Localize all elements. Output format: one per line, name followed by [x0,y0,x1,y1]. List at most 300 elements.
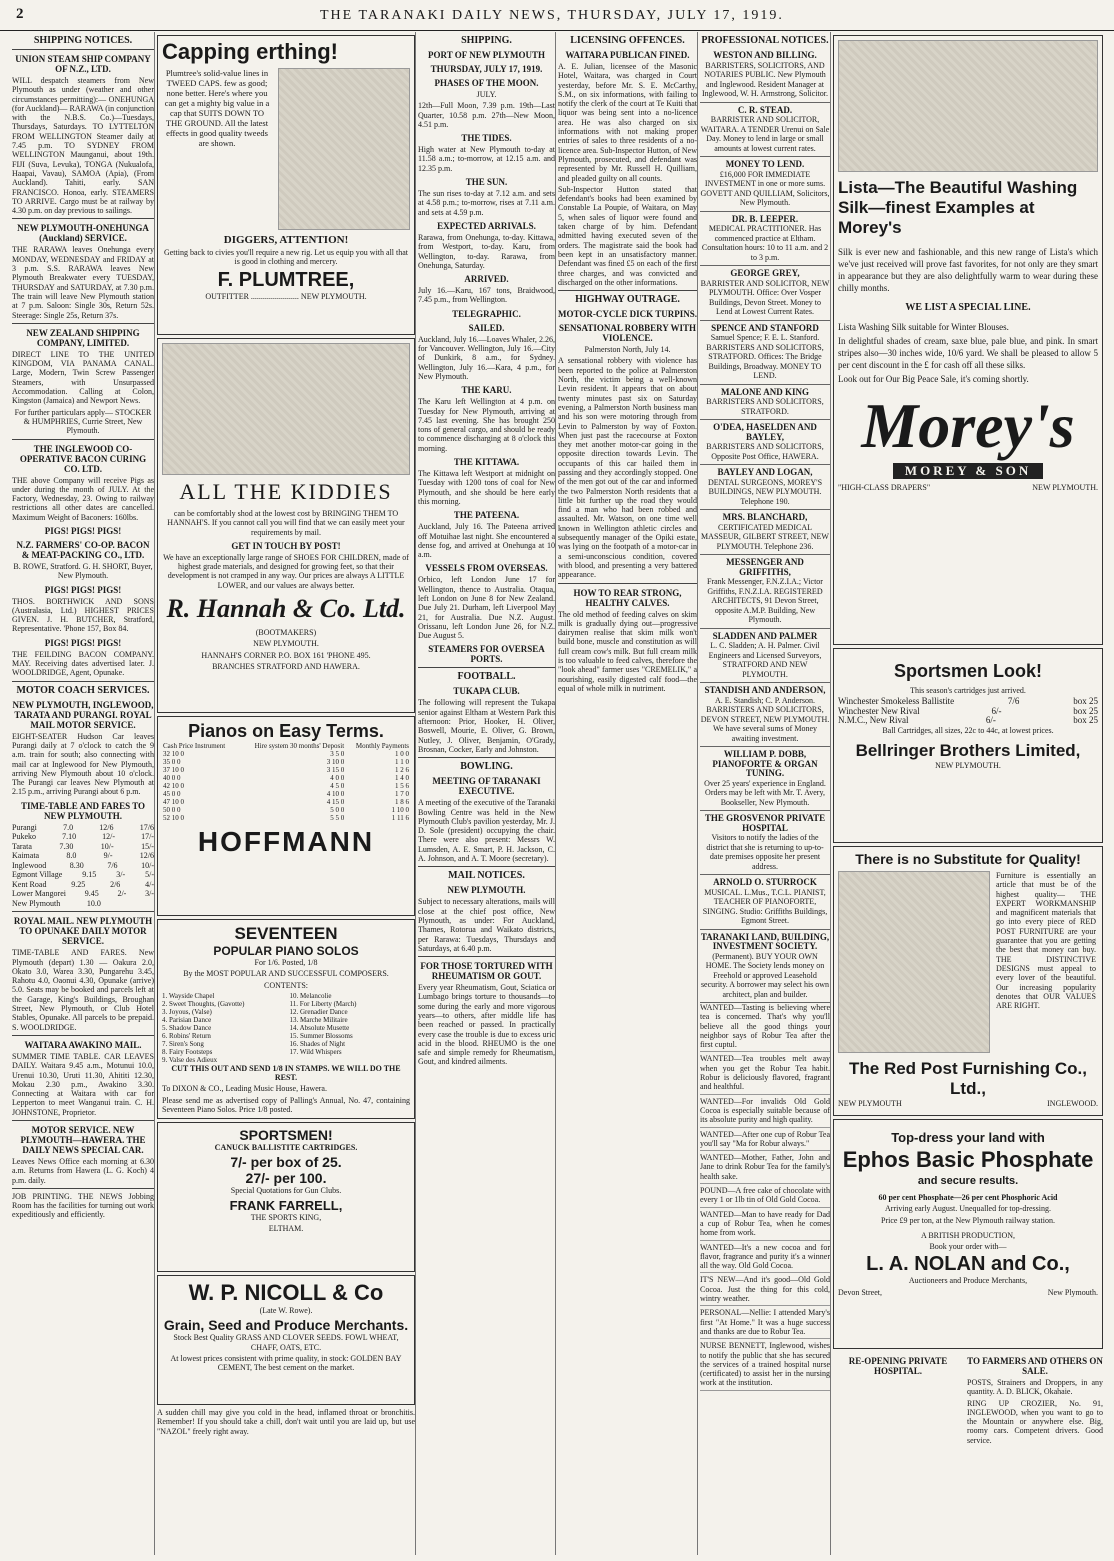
overseas-heading: VESSELS FROM OVERSEAS. [425,563,548,574]
licensing-heading: LICENSING OFFENCES. [570,35,685,46]
cartridge-name: N.M.C., New Rival [838,715,909,726]
hoffmann-brand: HOFFMANN [197,826,375,857]
pianos-col-deposit: Hire system 30 months' Deposit [254,742,345,750]
expected-text: Rarawa, from Onehunga, to-day. Kittawa, from Westport, to-day. Karu, from Wellington, to-day. Rarawa, from Onehunga, Saturday. [418,232,555,270]
column-display-ads [833,32,1103,1555]
fare-return: 10/- [141,860,154,870]
piano-deposit: 4 0 0 [330,774,345,782]
wanted-notice: WANTED—Mother, Father, John and Jane to drink Robur Tea for the family's health sake. [700,1153,830,1184]
page-number: 2 [16,6,24,22]
piano-row [162,766,410,774]
kittawa-heading: THE KITTAWA. [453,457,520,468]
nolan-town-1: Devon Street, [838,1287,882,1297]
piano-row [162,798,410,806]
fare-place: Kaimata [12,851,40,861]
card-text: BARRISTER AND SOLICITOR, NEW PLYMOUTH. Office: Over Vosper Buildings, Devon Street. Money to Lend at Lowest Current Rates. [700,278,830,316]
solo-item: 7. Siren's Song [162,1039,204,1048]
fare-return: 17/6 [139,822,154,832]
lista-shades: In delightful shades of cream, saxe blue, pale blue, and pink. In smart stripes also—30 inches wide, 10/6 yard. We shall be pleased to allow 5 per cent discount in the £ for cash off all these silks. [838,336,1098,370]
fare-place: Kent Road [12,879,47,889]
pigs-heading: PIGS! PIGS! PIGS! [44,525,122,536]
card-name: STANDISH AND ANDERSON, [704,685,826,695]
column-advertisements [157,32,416,1555]
waitara-heading: WAITARA AWAKINO MAIL. [24,1039,142,1050]
karu-heading: THE KARU. [461,385,512,396]
ephos-line-2: and secure results. [917,1175,1019,1187]
cartridge-row [838,716,1098,726]
professional-card [700,420,830,465]
card-name: C. R. STEAD. [737,104,793,115]
solo-item: 17. Wild Whispers [289,1047,342,1056]
redpost-text: Furniture is essentially an article that must be of the highest quality— THE EXPERT WORKMANSHIP and magnificent materials that go into every piece of RED POST FURNITURE are your guarantee that you are getting the best that money can buy. THE DISTINCTIVE DESIGNS must appeal to every lover of the beautiful. Our increasing popularity denotes that OUR VALUES ARE RIGHT. [996,871,1096,1011]
pateena-heading: THE PATEENA. [453,510,520,521]
cartridge-list [838,697,1098,726]
pianos-col-price: Cash Price Instrument [163,742,226,750]
fare-time: 7.10 [62,832,77,842]
fare-time: 9.25 [71,879,86,889]
solo-item: 5. Shadow Dance [162,1023,212,1032]
piano-row [162,758,410,766]
card-name: ARNOLD O. STURROCK [713,877,817,887]
moreys-logo: Morey's [861,390,1075,461]
hannah-ad [157,338,415,713]
card-name: TARANAKI LAND, BUILDING, INVESTMENT SOCIETY. [700,931,830,951]
professional-card [700,321,830,385]
column-shipping-notices [12,32,155,1555]
bellringer-town: NEW PLYMOUTH. [935,761,1001,771]
morey-ad [833,35,1103,645]
fare-return: 3/- [145,889,154,899]
professional-card [700,385,830,421]
fare-place: Tarata [12,841,32,851]
pianos-headline: Pianos on Easy Terms. [188,721,384,741]
wanted-notice: NURSE BENNETT, Inglewood, wishes to notify the public that she has secured the services of a trained hospital nurse (certificated) to assist her in the nursing work at the institution. [700,1341,830,1390]
card-name: DR. B. LEEPER. [731,213,799,224]
farrell-town: ELTHAM. [268,1223,304,1233]
seventeen-price: For 1/6. Posted, 1/8 [254,958,318,967]
bowling-sub: MEETING OF TARANAKI EXECUTIVE. [432,776,541,797]
feilding-notice: THE FEILDING BACON COMPANY. MAY. Receiving dates advertised later. J. WOOLDRIDGE, Agent, Opunake. [12,649,154,678]
professional-card [700,930,830,1004]
piano-price: 50 0 0 [163,806,181,814]
ephos-headline: Ephos Basic Phosphate [842,1147,1094,1172]
piano-deposit: 3 10 0 [326,758,345,766]
lista-sale: Look out for Our Big Peace Sale, it's coming shortly. [838,374,1029,384]
piano-monthly: 1 4 0 [395,774,409,782]
fare-row [12,880,154,890]
hannah-contact: HANNAH'S CORNER P.O. BOX 161 'PHONE 495. [201,650,371,660]
wanted-notice: WANTED—After one cup of Robur Tea you'll say "Ma for Robur always." [700,1130,830,1152]
arrived-heading: ARRIVED. [464,274,509,285]
cartridge-price: 6/- [991,705,1002,716]
solo-item: 8. Fairy Footsteps [162,1047,213,1056]
piano-row [162,790,410,798]
moon-heading: PHASES OF THE MOON. [434,78,539,88]
furniture-illustration [838,871,990,1053]
piano-price: 37 10 0 [163,766,184,774]
karu-text: The Karu left Wellington at 4 p.m. on Tuesday for New Plymouth, arriving at 7.45 last evening. She has brought 250 tons of general cargo, and should be ready to commence discharging at 8 o'clock this morning. [418,397,555,453]
masthead [0,0,1114,31]
piano-monthly: 1 1 0 [395,758,409,766]
nolan-firm: L. A. NOLAN and Co., [866,1253,1070,1276]
diggers-text: Getting back to civies you'll require a new rig. Let us equip you with all that is good in clothing and mercery. [163,248,409,267]
fare-row [12,899,154,909]
cartridge-unit: box 25 [1073,696,1098,707]
hannah-branches: BRANCHES STRATFORD AND HAWERA. [212,661,360,671]
royal-mail-heading: ROYAL MAIL. NEW PLYMOUTH TO OPUNAKE DAILY MOTOR SERVICE. [13,916,153,947]
morey-drapers: "HIGH-CLASS DRAPERS" [838,483,931,492]
piano-monthly: 1 0 0 [395,750,409,758]
cartridge-unit: box 25 [1073,705,1098,716]
fare-single: 2/6 [110,879,121,889]
fare-time: 7.0 [63,822,74,832]
motor-sub: NEW PLYMOUTH, INGLEWOOD, TARATA AND PURANGI. ROYAL MAIL MOTOR SERVICE. [12,699,154,730]
piano-deposit: 5 0 0 [330,806,345,814]
football-heading: FOOTBALL. [457,671,516,683]
lista-headline-2: Silk—finest Examples at Morey's [838,198,1035,237]
farrell-headline: SPORTSMEN! [239,1127,333,1143]
fare-place: Inglewood [12,860,47,870]
ephos-arriving: Arriving early August. Unequalled for top-dressing. [885,1204,1051,1214]
solo-item: 11. For Liberty (March) [289,999,357,1008]
wanted-notice: WANTED—Tea troubles melt away when you get the Robur Tea habit. Robur is deliciously flavored, fragrant and healthful. [700,1054,830,1094]
card-name: THE GROSVENOR PRIVATE HOSPITAL [704,813,826,833]
piano-monthly: 1 10 0 [391,806,409,814]
farmers-text: B. ROWE, Stratford. G. H. SHORT, Buyer, New Plymouth. [13,561,153,581]
nicoll-firm: W. P. NICOLL & Co [188,1280,384,1305]
bellringer-sub: This season's cartridges just arrived. [910,686,1026,695]
professional-card [700,811,830,875]
wanted-notice: IT'S NEW—And it's good—Old Gold Cocoa. Just the thing for this cold, wintry weather. [700,1275,830,1306]
piano-monthly: 1 7 0 [395,790,409,798]
hannah-shoes-text: We have an exceptionally large range of SHOES FOR CHILDREN, made of highest grade materials, and designed for growing feet, so that their development is not cramped in any way. Our prices are always A LITTLE LOWER, and our values are always better. [163,552,409,590]
licensing-text-1: A. E. Julian, licensee of the Masonic Hotel, Waitara, was charged in Court yesterday, before Mr. S. E. McCarthy, S.M., on six informations, with failing to notify the clerk of the court at Te Kuiti that liquor was being sent into a no-licence area. He was also charged on six informations with not making proper entries of sales to three residents of a no-licence area. Sub-Inspector Hutton, of New Plymouth, prosecuted, and defendant was represented by Mr. Russell H. Quilliam, and pleaded guilty on all counts. [558,62,697,183]
professional-card [700,465,830,510]
fare-time: 9.45 [84,889,99,899]
hannah-logo: R. Hannah & Co. Ltd. [166,594,406,624]
calves-heading: HOW TO REAR STRONG, HEALTHY CALVES. [573,587,682,608]
fare-single: 12/- [102,832,116,842]
seventeen-to: To DIXON & CO., Leading Music House, Hawera. [162,1084,327,1094]
licensing-sub: WAITARA PUBLICAN FINED. [565,50,690,60]
hannah-town: NEW PLYMOUTH. [253,639,319,649]
column-shipping [418,32,556,1555]
farrell-ad [157,1122,415,1272]
bellringer-headline: Sportsmen Look! [893,661,1042,681]
plumtree-sub: OUTFITTER ........................ NEW PLYMOUTH. [205,291,367,301]
wanted-notice: PERSONAL—Nellie: I attended Mary's first "At Home." It was a huge success and thanks are due to Robur Tea. [700,1308,830,1339]
sun-text: The sun rises to-day at 7.12 a.m. and sets at 4.58 p.m.; to-morrow, rises at 7.11 a.m. and sets at 4.59 p.m. [418,189,555,217]
cartridge-name: Winchester New Rival [838,705,920,716]
professional-card [700,875,830,930]
piano-price: 32 10 0 [163,750,184,758]
redpost-firm: The Red Post Furnishing Co., Ltd., [849,1059,1087,1098]
card-text: MUSICAL. L.Mus., T.C.L. PIANIST, TEACHER OF PIANOFORTE, SINGING. Studio: Griffiths Buildings, Egmont Street. [702,887,828,925]
fare-return: 4/- [145,879,154,889]
football-text: The following will represent the Tukapa senior against Eltham at Western Park this afternoon: Prior, Hooker, H. Oliver, Boswell, Mourie, E. Oliver, G. Brown, Nutley, J. Oliver, Benjamin, O'Grady, Brosnan, Cocker, Early and Johnston. [418,698,555,754]
piano-deposit: 3 5 0 [330,750,345,758]
sun-heading: THE SUN. [465,177,508,188]
card-name: SPENCE AND STANFORD [711,322,819,333]
fare-return: 17/- [141,832,154,842]
ephos-british: A BRITISH PRODUCTION, [920,1230,1015,1240]
fare-single: 3/- [116,870,126,880]
solo-item: 10. Melancolie [289,991,332,1000]
fare-single: 2/- [117,889,127,899]
solo-item: 3. Joyous, (Valse) [162,1007,212,1016]
lady-illustration [838,40,1098,172]
onehunga-text: THE RARAWA leaves Onehunga every MONDAY, WEDNESDAY and FRIDAY at 3 p.m. S.S. RARAWA leaves New Plymouth Breakwater every TUESDAY, THURSDAY and SATURDAY, at 7.30 p.m. The train will leave New Plymouth station at 7 p.m. Saloon: Single 30s, Return 52s. Steerage: Single 25s, Return 37s. [12,245,154,320]
ephos-percent: 60 per cent Phosphate—26 per cent Phosphoric Acid [878,1193,1058,1202]
fare-row [12,823,154,833]
solo-list [162,992,410,1064]
lista-special: WE LIST A SPECIAL LINE. [905,302,1031,313]
nicoll-note: At lowest prices consistent with prime quality, in stock: GOLDEN BAY CEMENT, The best cement on the market. [170,1353,402,1373]
professional-cards [700,48,830,1003]
piano-price: 40 0 0 [163,774,181,782]
professional-card [700,555,830,629]
motor-service-text: Leaves News Office each morning at 6.30 a.m. Returns from Hawera (L. G. Koch) 4 p.m. daily. [12,1156,154,1185]
hannah-text: can be comfortably shod at the lowest cost by BRINGING THEM TO HANNAH'S. If you cannot call you will find that we can easily meet your requirements by mail. [167,509,405,537]
piano-price: 42 10 0 [163,782,184,790]
fares-table [12,823,154,909]
union-company-name: UNION STEAM SHIP COMPANY OF N.Z., LTD. [15,54,151,74]
bowling-heading: BOWLING. [460,761,513,773]
torture-heading: FOR THOSE TORTURED WITH RHEUMATISM OR GOUT. [420,961,553,982]
piano-row [162,806,410,814]
seventeen-by: By the MOST POPULAR AND SUCCESSFUL COMPOSERS. [183,969,389,979]
fare-row [12,842,154,852]
tides-heading: THE TIDES. [461,133,512,144]
card-name: MRS. BLANCHARD, [722,512,808,522]
coop-text: THE above Company will receive Pigs as under during the month of JULY. At the Factory, Wednesday, 23. Owing to railway restrictions all other dates are cancelled. Maximum Weight of Baconers: 160lbs. [12,475,154,522]
piano-row [162,774,410,782]
professional-card [700,48,830,103]
tides-text: High water at New Plymouth to-day at 11.58 a.m.; to-morrow, at 12.15 a.m. and 12.35 p.m. [418,145,555,173]
piano-monthly: 1 11 6 [391,814,409,822]
bellringer-ad [833,648,1103,843]
lista-text: Silk is ever new and fashionable, and this new range of Lista's which we've just received will prove fast favorites, for not only are they smart in appearance but they are also delightfully warm to wear during these chilly months. [838,247,1098,293]
card-name: GEORGE GREY, [730,268,800,278]
card-name: MONEY TO LEND. [725,159,805,169]
royal-mail-text: TIME-TABLE AND FARES. New Plymouth (depart) 1.30 — Oakura 2.0, Okato 3.0, Warea 3.30, Pungarehu 3.45, Rahotu 4.0, Oaonui 4.30, Opunake (arrive) 5.0. Seats may be booked and parcels left at the Garage, King's Buildings, Broughan Street, New Plymouth, or Club Hotel Stables, Opunake. All parcels to be prepaid. S. WOOLDRIDGE. [12,948,154,1032]
highway-heading: HIGHWAY OUTRAGE. [575,294,680,306]
coop-heading: THE INGLEWOOD CO-OPERATIVE BACON CURING CO. LTD. [19,443,147,474]
fare-row [12,870,154,880]
professional-card [700,103,830,158]
fare-place: Lower Mangorei [12,889,66,899]
moon-text: 12th—Full Moon, 7.39 p.m. 19th—Last Quarter, 10.58 p.m. 27th—New Moon, 4.51 p.m. [418,101,555,129]
card-text: Samuel Spence; F. E. L. Stanford. BARRISTERS AND SOLICITORS, STRATFORD. Offices: The Bridge Buildings, Broadway. MONEY TO LEND. [706,333,824,380]
solo-item: 2. Sweet Thoughts, (Gavotte) [162,999,245,1008]
solo-item: 13. Marche Militaire [289,1015,348,1024]
plumtree-ad [157,35,415,335]
card-name: MESSENGER AND GRIFFITHS, [726,557,804,577]
fare-return: 12/6 [139,851,154,861]
redpost-headline: There is no Substitute for Quality! [855,851,1081,867]
seventeen-sub: POPULAR PIANO SOLOS [213,944,359,958]
card-text: Over 25 years' experience in England. Orders may be left with Mr. T. Avery, Bookseller, New Plymouth. [704,778,826,807]
overseas-text: Orbico, left London June 17 for Wellington, thence to Australia. Otaqua, left London on June 8 for New Zealand. Due July 21. Durham, left Liverpool May 21, for Australia. Due N.Z. August. Orissanu, left London June 26, for N.Z. Due August 5. [418,575,555,641]
union-notice-text: WILL despatch steamers from New Plymouth as under (weather and other circumstances permitting):— ONEHUNGA (for Auckland)— RARAWA (in conjunction with the N.B.S. Co.)—Tuesdays, Thursdays, Saturdays. TO LYTTELTON FROM WELLINGTON Steamer daily at 7.45 p.m. TO SYDNEY FROM WELLINGTON Maunganui, about 19th. FIJI (Suva, Levuka), TONGA (Nukualofa, Haapai, Vavau), SAMOA (Apia), (From Auckland). Tahiti, early. SAN FRANCISCO. Honoa, early. STEAMERS TO ARRIVE. Cargo must be at railway by 4.30 p.m. on day previous to sailings. [12,76,154,216]
shipping-heading: SHIPPING. [461,35,512,46]
professional-card [700,212,830,267]
kittawa-text: The Kittawa left Westport at midnight on Tuesday with 1200 tons of coal for New Plymouth, and she should be here early this morning. [418,469,555,506]
highway-sub: MOTOR-CYCLE DICK TURPINS. [558,309,697,320]
redpost-ad [833,846,1103,1116]
seventeen-ad [157,919,415,1119]
capping-text: Plumtree's solid-value lines in TWEED CAPS. few as good; none better. Here's where you can get a mighty big value in a cap that SUITS DOWN TO THE GROUND. All the latest effects in good quality tweeds are shown. [164,68,270,148]
seventeen-note: Please send me as advertised copy of Palling's Annual, No. 47, containing Seventeen Piano Solos. Price 1/8 posted. [162,1095,410,1115]
professional-card [700,747,830,811]
piano-row [162,814,410,822]
morey-son-banner: MOREY & SON [893,463,1043,479]
date-line: THURSDAY, JULY 17, 1919. [430,64,543,74]
professional-card [700,157,830,212]
card-text: £16,000 FOR IMMEDIATE INVESTMENT in one or more sums. GOVETT AND QUILLIAM, Solicitors, New Plymouth. [700,169,830,207]
piano-monthly: 1 8 6 [395,798,409,806]
pianos-col-monthly: Monthly Payments [355,742,409,750]
fare-row [12,851,154,861]
fare-single: 12/6 [99,822,114,832]
fare-place: Pukeko [12,832,36,842]
highway-dateline: Palmerston North, July 14. [584,345,671,355]
professional-card [700,629,830,684]
pigs-heading-3: PIGS! PIGS! PIGS! [44,637,122,648]
fare-return: 5/- [145,870,154,880]
fare-single: 9/- [103,851,113,861]
mail-sub: NEW PLYMOUTH. [447,885,526,896]
piano-price: 35 0 0 [163,758,181,766]
card-text: BARRISTERS, SOLICITORS, AND NOTARIES PUBLIC. New Plymouth and Inglewood. Resident Manager at Inglewood, W. H. Armstrong, Solicitor. [702,60,828,98]
column-professional [700,32,831,1555]
motor-text: EIGHT-SEATER Hudson Car leaves Purangi daily at 7 o'clock to catch the 9 a.m. train for south; also connecting with mail car at Inglewood for New Plymouth, arriving New Plymouth about 10 o'clock. The Purangi car leaves New Plymouth at 2.15 p.m., arriving Purangi about 6 p.m. [12,731,154,797]
newspaper-title: THE TARANAKI DAILY NEWS, THURSDAY, JULY 17, 1919. [320,8,784,23]
card-name: WILLIAM P. DOBB, PIANOFORTE & ORGAN TUNING. [712,749,818,778]
wanted-notice: POUND—A free cake of chocolate with every 1 or 1lb tin of Old Gold Cocoa. [700,1186,830,1208]
card-name: BAYLEY AND LOGAN, [717,467,813,477]
card-text: Frank Messenger, F.N.Z.I.A.; Victor Griffiths, F.N.Z.I.A. REGISTERED ARCHITECTS, 91 Devon Street, opposite A.M.P. Building, New Plymouth. [707,577,823,624]
piano-price: 52 10 0 [163,814,184,822]
fares-heading: TIME-TABLE AND FARES TO NEW PLYMOUTH. [20,800,146,821]
pigs-heading-2: PIGS! PIGS! PIGS! [44,584,122,595]
moon-month: JULY. [476,90,497,99]
fare-place: Purangi [12,822,37,832]
solo-item: 4. Parisian Dance [162,1015,212,1024]
calves-text: The old method of feeding calves on skim milk is gradually dying out—progressive dairymen realise that skim milk won't build bone, muscle and constitution as will full cream cow's milk. But full cream milk is too valuable to feed calves, therefore the "look ahead" farmer uses "CREMELIK," a nourishing, easily digested calf food—the equal of whole milk in nutriment. [558,609,697,693]
lista-line: Lista Washing Silk suitable for Winter Blouses. [838,322,1009,332]
fare-time: 10.0 [86,898,101,908]
fare-row [12,889,154,899]
piano-deposit: 4 5 0 [330,782,345,790]
highway-sub-2: SENSATIONAL ROBBERY WITH VIOLENCE. [558,323,697,344]
farmers-right-text: POSTS, Strainers and Droppers, in any quantity. A. D. BLICK, Okahaie. [967,1378,1103,1397]
football-sub: TUKAPA CLUB. [453,686,520,697]
nzs-heading: NEW ZEALAND SHIPPING COMPANY, LIMITED. [26,327,140,348]
professional-card [700,683,830,747]
highway-text: A sensational robbery with violence has been reported to the police at Palmerston North, the victim being a well-known Levin resident. It appears that on about twenty minutes past six on Saturday evening, a Palmerston North business man and his son were motoring through from Levin to Palmerston by way of Foxton. When just past the racecourse at Foxton they met another motor-car going in the opposite direction towards Levin. The occupants of this car hailed them in passing and they accordingly stopped. One of the men got out of the car and informed the two Palmerston North residents that a little bit further up the road they would find a man who had been robbed and assaulted. Mr. Watson, on one time well known in Wellington athletic circles and subsequently manager of the Opiki estate, was lying on the footpath of a motor-car in a semi-unconscious condition, covered with blood, and presenting a very battered appearance. [558,356,697,580]
farmers-heading-right: TO FARMERS AND OTHERS ON SALE. [967,1356,1103,1376]
ephos-price: Price £9 per ton, at the New Plymouth railway station. [881,1215,1055,1225]
fare-time: 8.0 [66,851,77,861]
nzs-text: DIRECT LINE TO THE UNITED KINGDOM, VIA PANAMA CANAL. Large, Modern, Twin Screw Passenger Steamers, with Unsurpassed Accommodation. Calling at Colon, Kingston (Jamaica) and Newport News. [12,349,154,406]
bellringer-balls: Ball Cartridges, all sizes, 22c to 44c, at lowest prices. [882,725,1054,735]
farrell-firm: FRANK FARRELL, [229,1197,343,1213]
card-text: DENTAL SURGEONS, MOREY'S BUILDINGS, NEW PLYMOUTH. Telephone 190. [707,477,823,506]
card-text: L. C. Sladden; A. H. Palmer. Civil Engineers and Licensed Surveyors, STRATFORD AND NEW PLYMOUTH. [708,641,822,679]
ephos-book: Book your order with— [929,1242,1007,1252]
fare-time: 9.15 [82,870,97,880]
farrell-price-1: 7/- per box of 25. [230,1154,342,1171]
card-text: (Permanent). BUY YOUR OWN HOME. The Society lends money on Freehold or approved Leasehold security. A borrower may select his own architect, plan and builder. [700,951,830,999]
card-name: O'DEA, HASELDEN AND BAYLEY, [713,422,817,442]
professional-card [700,510,830,555]
cartridge-price: 6/- [985,715,996,726]
professional-card [700,266,830,321]
card-text: Visitors to notify the ladies of the district that she is returning to up-to-date premises opposite her present address. [706,833,824,871]
ephos-line-1: Top-dress your land with [891,1130,1045,1145]
nicoll-items: Stock Best Quality GRASS AND CLOVER SEEDS. FOWL WHEAT, CHAFF, OATS, ETC. [173,1333,399,1352]
fare-return: 15/- [141,841,154,851]
nazol-notice: A sudden chill may give you cold in the head, inflamed throat or bronchitis. Remember! If you should take a chill, don't wait until you are laid up, but use "NAZOL" freely right away. [157,1408,415,1436]
plumtree-firm: F. PLUMTREE, [217,268,355,291]
wanted-notice: WANTED—Man to have ready for Dad a cup of Robur Tea, when he comes home from work. [700,1210,830,1241]
mail-heading: MAIL NOTICES. [448,870,525,882]
ring-crozier: RING UP CROZIER, No. 91, INGLEWOOD, when you want to go to the Mountain or anywhere else. Big, roomy cars. Competent drivers. Good service. [967,1398,1103,1445]
wanted-notice: WANTED—For invalids Old Gold Cocoa is especially suitable because of its absolute purity and high quality. [700,1097,830,1128]
redpost-town-2: INGLEWOOD. [1047,1099,1098,1108]
farrell-special: Special Quotations for Gun Clubs. [230,1186,342,1196]
motor-heading: MOTOR COACH SERVICES. [16,684,150,696]
morey-town: NEW PLYMOUTH. [1032,483,1098,492]
fare-time: 7.30 [59,841,74,851]
nolan-role: Auctioneers and Produce Merchants, [908,1276,1028,1286]
cartridge-price: 7/6 [1007,696,1020,707]
farmers-heading: N.Z. FARMERS' CO-OP. BACON & MEAT-PACKING CO., LTD. [16,539,150,560]
overseas-ports-heading: STEAMERS FOR OVERSEA PORTS. [428,644,545,665]
piano-deposit: 4 15 0 [326,798,345,806]
professional-heading: PROFESSIONAL NOTICES. [701,35,829,46]
wanted-notice: WANTED—It's a new cocoa and for flavor, fragrance and purity it's a winner all the way. Old Gold Cocoa. [700,1243,830,1274]
card-name: MALONE AND KING [720,386,809,397]
licensing-text-2: Sub-Inspector Hutton stated that defendant's books had been examined by Constable La Poupie, of Waitara, on May 5, when sales of liquor were found and taken charge of by him. Defendant admitted having executed seven of the orders. The magistrate said the book had been kept in an unsatisfactory manner. Defendant was fined £5 on each of the first three charges, and was convicted and discharged on the other informations. [558,184,697,287]
nolan-town-2: New Plymouth. [1047,1287,1098,1297]
piano-monthly: 1 5 6 [395,782,409,790]
farrell-price-2: 27/- per 100. [245,1170,327,1187]
card-text: BARRISTER AND SOLICITOR, WAITARA. A TENDER Urenui on Sale Day. Money to lend in large or small amounts at lowest current rates. [700,115,830,153]
waitara-text: SUMMER TIME TABLE. CAR LEAVES DAILY. Waitara 9.45 a.m., Motunui 10.0, Urenui 10.30, Uruti 11.30, Ahititi 12.30, Mokau 2.30 p.m., Awakino 3.30. Connecting at Waitara with car for Lepperton to meet Wanganui train. C. H. JOHNSTONE, Proprietor. [12,1051,154,1117]
piano-monthly: 1 2 6 [395,766,409,774]
diggers-heading: DIGGERS, ATTENTION! [223,234,349,246]
shoes-illustration [162,343,410,475]
lista-headline-1: Lista—The Beautiful Washing [838,178,1078,197]
telegraphic-heading: TELEGRAPHIC. [452,308,521,319]
shipping-notices-heading: SHIPPING NOTICES. [33,35,133,46]
fare-row [12,861,154,871]
redpost-town-1: NEW PLYMOUTH [838,1099,902,1108]
bellringer-firm: Bellringer Brothers Limited, [855,741,1081,761]
farrell-item: CANUCK BALLISTITE CARTRIDGES. [214,1143,358,1152]
nicoll-late: (Late W. Rowe). [259,1306,313,1315]
pianos-ad [157,716,415,916]
wanted-notices [700,1003,830,1391]
card-name: WESTON AND BILLING. [713,50,817,60]
piano-price: 47 10 0 [163,798,184,806]
seventeen-headline: SEVENTEEN [234,924,338,943]
pianos-table [162,742,410,822]
sailed-heading: SAILED. [468,322,505,333]
capping-headline: Capping erthing! [162,39,338,64]
